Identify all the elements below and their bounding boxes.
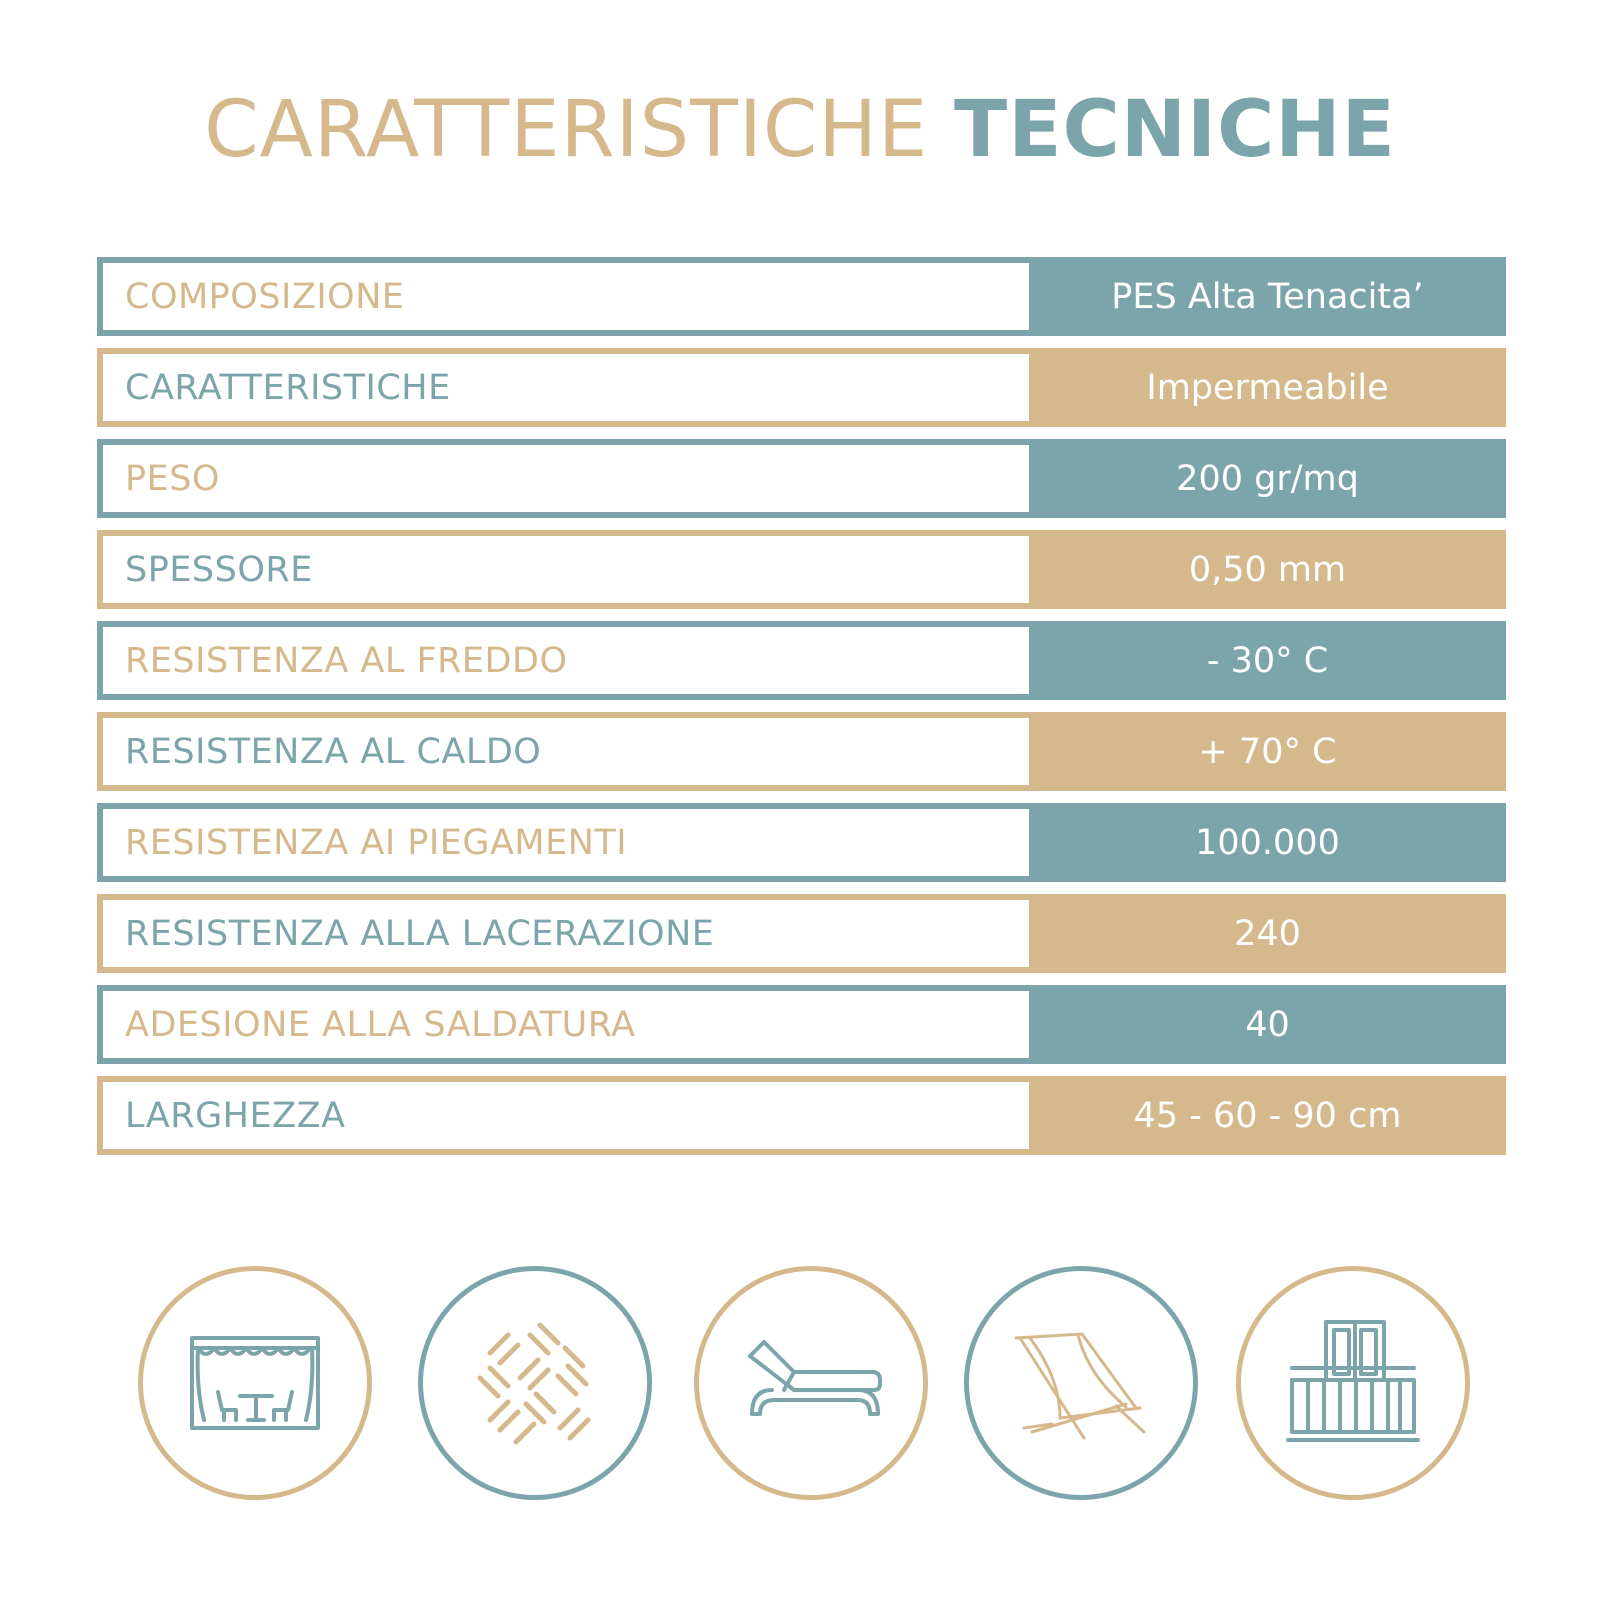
spec-row-spessore	[97, 530, 1506, 609]
spec-label: ADESIONE ALLA SALDATURA	[97, 985, 1029, 1064]
spec-value: PES Alta Tenacita’	[1029, 257, 1506, 336]
spec-value: 45 - 60 - 90 cm	[1029, 1076, 1506, 1155]
spec-row-composizione	[97, 257, 1506, 336]
spec-label: CARATTERISTICHE	[97, 348, 1029, 427]
page-title	[0, 80, 1600, 180]
spec-value: Impermeabile	[1029, 348, 1506, 427]
deck-chair-icon	[964, 1266, 1198, 1500]
spec-value: 200 gr/mq	[1029, 439, 1506, 518]
spec-value: 100.000	[1029, 803, 1506, 882]
spec-label: SPESSORE	[97, 530, 1029, 609]
spec-row-larghezza	[97, 1076, 1506, 1155]
spec-table	[97, 257, 1506, 1167]
spec-label: COMPOSIZIONE	[97, 257, 1029, 336]
spec-label: RESISTENZA ALLA LACERAZIONE	[97, 894, 1029, 973]
spec-row-caratteristiche	[97, 348, 1506, 427]
spec-label: RESISTENZA AI PIEGAMENTI	[97, 803, 1029, 882]
woven-fabric-icon	[418, 1266, 652, 1500]
spec-row-adesione-saldatura	[97, 985, 1506, 1064]
spec-label: RESISTENZA AL FREDDO	[97, 621, 1029, 700]
title-bold: TECNICHE	[954, 85, 1396, 175]
spec-row-resistenza-piegamenti	[97, 803, 1506, 882]
gazebo-dining-icon	[138, 1266, 372, 1500]
spec-row-resistenza-lacerazione	[97, 894, 1506, 973]
spec-label: LARGHEZZA	[97, 1076, 1029, 1155]
usage-icons	[0, 1266, 1600, 1506]
spec-label: PESO	[97, 439, 1029, 518]
spec-row-resistenza-caldo	[97, 712, 1506, 791]
spec-row-peso	[97, 439, 1506, 518]
title-light: CARATTERISTICHE	[204, 85, 929, 175]
spec-row-resistenza-freddo	[97, 621, 1506, 700]
spec-value: + 70° C	[1029, 712, 1506, 791]
spec-value: - 30° C	[1029, 621, 1506, 700]
spec-value: 40	[1029, 985, 1506, 1064]
spec-label: RESISTENZA AL CALDO	[97, 712, 1029, 791]
balcony-icon	[1236, 1266, 1470, 1500]
spec-value: 240	[1029, 894, 1506, 973]
sun-lounger-icon	[694, 1266, 928, 1500]
spec-value: 0,50 mm	[1029, 530, 1506, 609]
